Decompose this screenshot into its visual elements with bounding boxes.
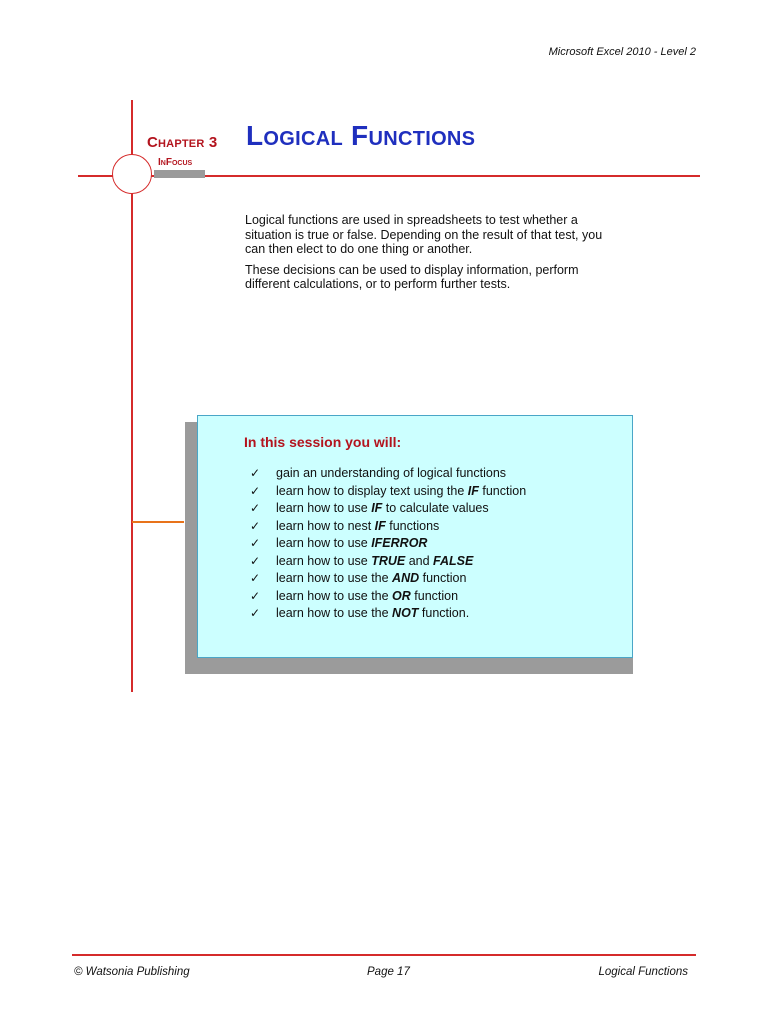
item-text: function [410,588,459,603]
infocus-bar [154,170,205,178]
check-icon: ✓ [250,466,261,480]
intro-paragraph: These decisions can be used to display information, perform different calculations, or to perform further tests. [245,262,579,291]
check-icon: ✓ [250,483,261,498]
item-text: learn how to display text using the [276,483,468,498]
session-list [250,465,526,623]
chapter-title: Logical Functions [246,120,476,151]
session-list-item [250,500,526,518]
orange-connector-line [132,521,184,523]
intro-text [245,213,625,298]
check-icon: ✓ [250,518,261,533]
function-keyword: AND [392,571,420,585]
function-keyword: IF [374,518,386,533]
footer-page-number: Page 17 [367,966,410,978]
function-keyword: TRUE [371,553,406,568]
footer-rule [72,954,696,956]
item-text: functions [385,518,440,533]
session-list-item [250,553,526,571]
check-icon: ✓ [250,536,261,550]
item-text: function [419,571,467,585]
function-keyword: IF [371,501,383,515]
item-text: gain an understanding of logical functions [276,466,507,480]
session-list-item [250,588,526,606]
item-text: function [478,483,527,498]
book-title: Microsoft Excel 2010 - Level 2 [548,46,696,58]
function-keyword: NOT [392,606,419,620]
footer-publisher: © Watsonia Publishing [74,966,190,978]
session-list-item [250,483,526,501]
item-text: to calculate values [382,501,489,515]
session-heading: In this session you will: [244,434,402,450]
item-text: learn how to use the [276,571,393,585]
item-text: learn how to use [276,536,372,550]
intro-paragraph: Logical functions are used in spreadsheets to test whether a situation is true or false. Depending on the result of that test, you can then elect to do one thing or another. [245,213,603,256]
session-list-item [250,518,526,536]
item-text: and [405,553,434,568]
chapter-circle [112,154,152,194]
check-icon: ✓ [250,588,261,603]
item-text: learn how to use the [276,606,393,620]
check-icon: ✓ [250,606,261,620]
session-list-item [250,605,526,623]
check-icon: ✓ [250,501,261,515]
check-icon: ✓ [250,571,261,585]
function-keyword: OR [392,588,411,603]
check-icon: ✓ [250,553,261,568]
session-list-item [250,570,526,588]
session-list-item [250,465,526,483]
item-text: learn how to use [276,501,372,515]
chapter-label: Chapter 3 [147,134,218,151]
item-text: learn how to nest [276,518,375,533]
session-list-item [250,535,526,553]
function-keyword: FALSE [433,553,474,568]
item-text: learn how to use the [276,588,393,603]
item-text: function. [418,606,470,620]
item-text: learn how to use [276,553,372,568]
function-keyword: IFERROR [371,536,428,550]
infocus-label: InFocus [158,157,193,168]
footer-section: Logical Functions [598,966,688,978]
function-keyword: IF [467,483,479,498]
